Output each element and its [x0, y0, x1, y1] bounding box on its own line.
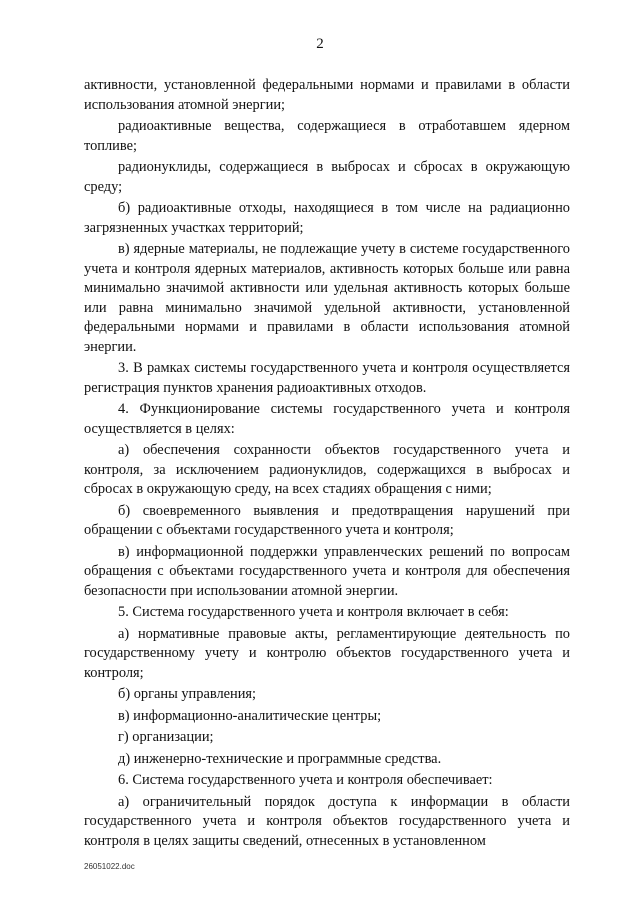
- paragraph: в) ядерные материалы, не подлежащие учету в системе государственного учета и контроля ядерных материалов, активность которых больше или равна минимально значимой активности или удельная активность которых больше или равна минимально значимой удельной активности, установленной федеральными нормами и правилами в области использования атомной энергии.: [84, 241, 570, 355]
- paragraph: а) нормативные правовые акты, регламентирующие деятельность по государственному учету и контролю объектов государственного учета и контроля;: [84, 625, 570, 681]
- paragraph: б) органы управления;: [118, 686, 257, 702]
- paragraph: а) обеспечения сохранности объектов государственного учета и контроля, за исключением радионуклидов, содержащихся в выбросах и сбросах в окружающую среду, на всех стадиях обращения с ними;: [84, 442, 570, 497]
- paragraph: 3. В рамках системы государственного учета и контроля осуществляется регистрация пунктов хранения радиоактивных отходов.: [84, 360, 570, 396]
- paragraph: в) информационной поддержки управленческих решений по вопросам обращения с объектами государственного учета и контроля для обеспечения безопасности при использовании атомной энергии.: [84, 543, 570, 599]
- paragraph: 6. Система государственного учета и контроля обеспечивает:: [118, 772, 493, 788]
- paragraph: радионуклиды, содержащиеся в выбросах и сбросах в окружающую среду;: [84, 159, 570, 195]
- paragraph: активности, установленной федеральными нормами и правилами в области использования атомной энергии;: [84, 77, 570, 113]
- paragraph: 4. Функционирование системы государственного учета и контроля осуществляется в целях:: [84, 401, 570, 437]
- file-name-footer: 26051022.doc: [84, 862, 135, 871]
- paragraph: б) радиоактивные отходы, находящиеся в том числе на радиационно загрязненных участках территорий;: [84, 200, 570, 236]
- paragraph: а) ограничительный порядок доступа к информации в области государственного учета и контроля объектов государственного учета и контроля в целях защиты сведений, отнесенных в установленном: [84, 793, 570, 849]
- paragraph: 5. Система государственного учета и контроля включает в себя:: [118, 604, 509, 620]
- paragraph: в) информационно-аналитические центры;: [118, 707, 382, 724]
- page-number: 2: [316, 36, 324, 52]
- document-body: [84, 76, 570, 853]
- paragraph: б) своевременного выявления и предотвращения нарушений при обращении с объектами государственного учета и контроля;: [84, 502, 570, 538]
- paragraph: д) инженерно-технические и программные средства.: [118, 750, 442, 767]
- paragraph: г) организации;: [118, 729, 214, 745]
- paragraph: радиоактивные вещества, содержащиеся в отработавшем ядерном топливе;: [84, 118, 570, 154]
